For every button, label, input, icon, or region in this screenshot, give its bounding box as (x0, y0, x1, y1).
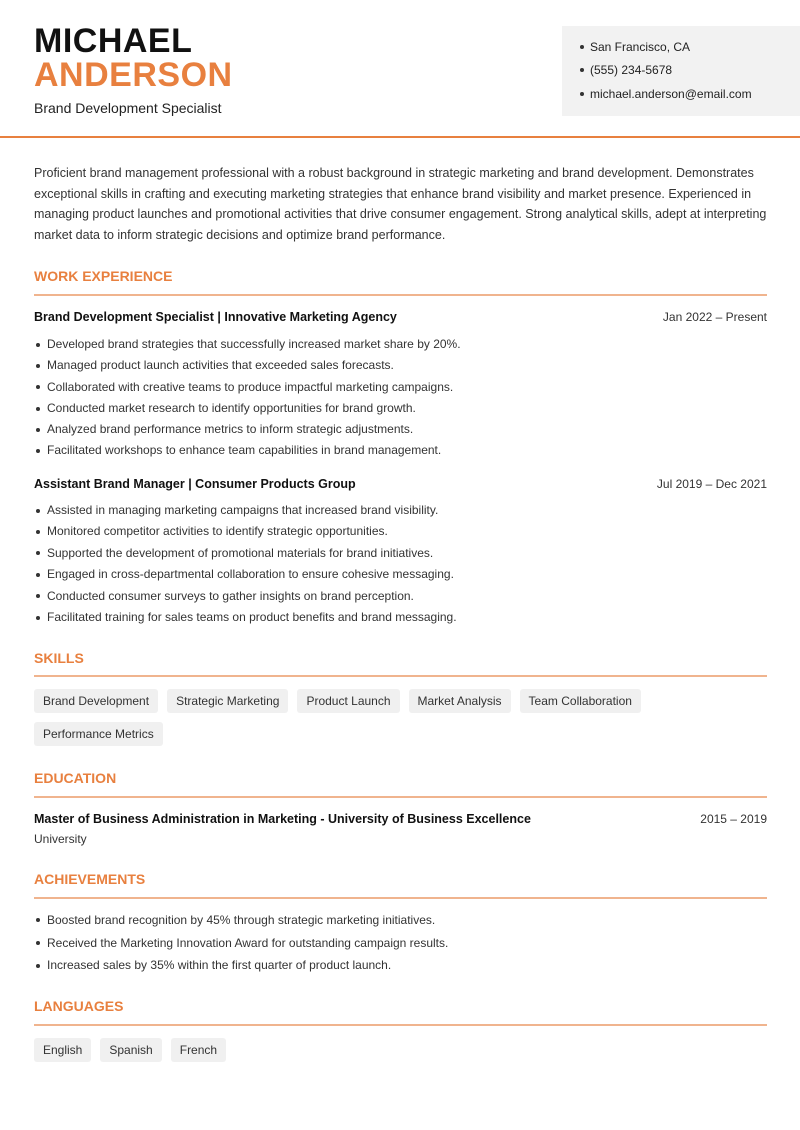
list-item: Developed brand strategies that successfully increased market share by 20%. (34, 334, 767, 355)
list-item: Facilitated workshops to enhance team capabilities in brand management. (34, 440, 767, 461)
list-item: Managed product launch activities that exceeded sales forecasts. (34, 355, 767, 376)
language-chip: French (171, 1038, 226, 1062)
section-divider (34, 294, 767, 296)
contact-box (562, 26, 800, 116)
contact-location (580, 40, 690, 54)
education-dates: 2015 – 2019 (700, 812, 767, 826)
list-item: Conducted market research to identify opportunities for brand growth. (34, 398, 767, 419)
section-divider (34, 897, 767, 899)
first-name: MICHAEL (34, 22, 193, 60)
phone-text: (555) 234-5678 (590, 63, 673, 77)
email-text[interactable]: michael.anderson@email.com (590, 87, 752, 101)
job-entry-title: Brand Development Specialist | Innovative Marketing Agency (34, 310, 397, 324)
list-item: Increased sales by 35% within the first quarter of product launch. (34, 954, 767, 977)
section-divider (34, 675, 767, 677)
list-item: Received the Marketing Innovation Award for outstanding campaign results. (34, 932, 767, 955)
list-item: Conducted consumer surveys to gather insights on brand perception. (34, 586, 767, 607)
section-title-languages: LANGUAGES (34, 998, 124, 1014)
section-divider (34, 1024, 767, 1026)
list-item: Engaged in cross-departmental collaboration to ensure cohesive messaging. (34, 564, 767, 585)
list-item: Analyzed brand performance metrics to inform strategic adjustments. (34, 419, 767, 440)
section-divider (34, 796, 767, 798)
job-bullets (34, 334, 767, 462)
skill-chip: Performance Metrics (34, 722, 163, 746)
section-title-work: WORK EXPERIENCE (34, 268, 173, 284)
resume-header (0, 0, 800, 138)
bullet-icon (580, 68, 584, 72)
language-chip: English (34, 1038, 91, 1062)
list-item: Monitored competitor activities to identify strategic opportunities. (34, 521, 767, 542)
section-title-education: EDUCATION (34, 770, 117, 786)
list-item: Assisted in managing marketing campaigns that increased brand visibility. (34, 500, 767, 521)
bullet-icon (580, 45, 584, 49)
skill-chip: Product Launch (297, 689, 399, 713)
last-name: ANDERSON (34, 56, 233, 94)
achievement-bullets (34, 909, 767, 977)
section-title-skills: SKILLS (34, 650, 84, 666)
degree-title: Master of Business Administration in Marketing - University of Business Excellence (34, 812, 531, 826)
contact-phone (580, 63, 672, 77)
job-title: Brand Development Specialist (34, 100, 222, 116)
skill-chip: Brand Development (34, 689, 158, 713)
contact-email[interactable] (580, 87, 752, 101)
languages-list (34, 1038, 767, 1062)
profile-summary: Proficient brand management professional with a robust background in strategic marketing and brand development. Demonstrates exceptional skills in crafting and executing marketing strategies that enhance brand visibility and market presence. Experienced in managing product launches and promotional activities that drive consumer engagement. Strong analytical skills, adept at interpreting market data to inform strategic decisions and optimize brand performance. (34, 166, 767, 243)
location-text: San Francisco, CA (590, 40, 691, 54)
skill-chip: Strategic Marketing (167, 689, 288, 713)
language-chip: Spanish (100, 1038, 161, 1062)
list-item: Supported the development of promotional materials for brand initiatives. (34, 543, 767, 564)
bullet-icon (580, 92, 584, 96)
list-item: Facilitated training for sales teams on product benefits and brand messaging. (34, 607, 767, 628)
education-type: University (34, 832, 87, 846)
job-entry-dates: Jul 2019 – Dec 2021 (656, 477, 767, 491)
section-title-achievements: ACHIEVEMENTS (34, 871, 146, 887)
job-bullets (34, 500, 767, 628)
skill-chip: Market Analysis (409, 689, 511, 713)
list-item: Collaborated with creative teams to produce impactful marketing campaigns. (34, 377, 767, 398)
skill-chip: Team Collaboration (520, 689, 641, 713)
job-entry-title: Assistant Brand Manager | Consumer Products Group (34, 477, 356, 491)
skills-list (34, 689, 767, 746)
job-entry-dates: Jan 2022 – Present (662, 310, 767, 324)
list-item: Boosted brand recognition by 45% through strategic marketing initiatives. (34, 909, 767, 932)
